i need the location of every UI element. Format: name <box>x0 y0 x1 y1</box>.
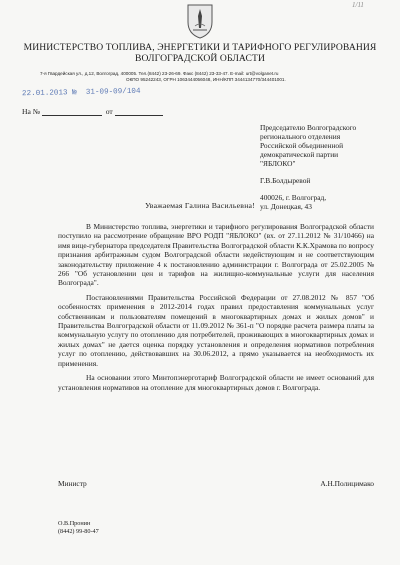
executor-name: О.В.Пронин <box>58 520 91 527</box>
stamp-date: 22.01.2013 <box>21 89 68 99</box>
registration-stamp: 22.01.2013 № 31-09-09/104 <box>21 87 141 99</box>
reference-row <box>22 107 163 116</box>
addressee-name: Г.В.Болдыревой <box>260 176 311 185</box>
contacts-line-2: ОКПО 95242243, ОГРН 1063444056048, ИНН/КПП 3444134770/344401001. <box>126 77 286 82</box>
addressee-line-2: регионального отделения <box>260 132 341 141</box>
reference-no-line <box>42 107 102 116</box>
contacts-line-1: 7-я Гвардейская ул., д.12, Волгоград, 400005. Тел.(8442) 23-26-69. Факс (8442) 23-33-47. E-mail: urt@volganet.ru <box>40 71 279 76</box>
addressee-block <box>260 123 395 211</box>
coat-of-arms-emblem-icon <box>183 2 217 40</box>
executor-contact <box>58 520 99 536</box>
executor-phone: (8442) 99-80-47 <box>58 528 99 535</box>
signatory-position: Министр <box>58 479 87 488</box>
reference-from-label: от <box>105 107 113 116</box>
body-paragraph-1: В Министерство топлива, энергетики и тарифного регулирования Волгоградской области поступило на рассмотрение обращение ВРО РОДП "ЯБЛОКО" (вх. от 27.11.2012 № 31/10466) на имя вице-губернатора председателя Правительства Волгоградской области К.К.Храмова по вопросу признания арбитражным судом Волгоградской области недействующим и не соответствующим законодательству приложение 4 к постановлению администрации г. Волгограда от 25.02.2005 № 266 "Об установлении цен и тарифов на жилищно-коммунальные услуги для населения Волгограда". <box>58 222 374 288</box>
signatory-name: А.Н.Полицимако <box>320 479 374 488</box>
reference-from-line <box>115 107 163 116</box>
addressee-line-5: "ЯБЛОКО" <box>260 159 296 168</box>
addressee-line-3: Российской объединенной <box>260 141 344 150</box>
ministry-contacts <box>40 71 380 83</box>
ministry-title <box>20 42 380 64</box>
addressee-line-4: демократической партии <box>260 150 339 159</box>
addressee-address-2: ул. Донецкая, 43 <box>260 202 312 211</box>
salutation: Уважаемая Галина Васильевна! <box>144 201 256 210</box>
addressee-line-1: Председателю Волгоградского <box>260 123 357 132</box>
letter-body <box>58 222 374 397</box>
reference-no-label: На № <box>22 107 40 116</box>
ministry-title-line-1: МИНИСТЕРСТВО ТОПЛИВА, ЭНЕРГЕТИКИ И ТАРИФНОГО РЕГУЛИРОВАНИЯ <box>23 42 377 53</box>
handwritten-corner-mark: 1/11 <box>352 1 364 9</box>
stamp-number: 31-09-09/104 <box>85 87 141 97</box>
body-paragraph-2: Постановлениями Правительства Российской Федерации от 27.08.2012 № 857 "Об особенностях применения в 2012-2014 годах правил предоставления коммунальных услуг собственникам и пользователям помещений в многоквартирных домах и жилых домов" и Правительства Волгоградской области от 11.09.2012 № 361-п "О порядке расчета размера платы за коммунальную услугу по отоплению для потребителей, проживающих в многоквартирных домах и жилых домах" не дается оценка порядку установления и определения нормативов потребления услуг по отоплению, действовавших на 30.06.2012, а прямо указывается на необходимость их применения. <box>58 292 374 368</box>
body-paragraph-3: На основании этого Минтопэнерготариф Волгоградской области не имеет оснований для установления нормативов на отопление для многоквартирных домов г. Волгограда. <box>58 373 374 392</box>
addressee-address-1: 400026, г. Волгоград, <box>260 193 327 202</box>
ministry-title-line-2: ВОЛГОГРАДСКОЙ ОБЛАСТИ <box>135 53 265 64</box>
